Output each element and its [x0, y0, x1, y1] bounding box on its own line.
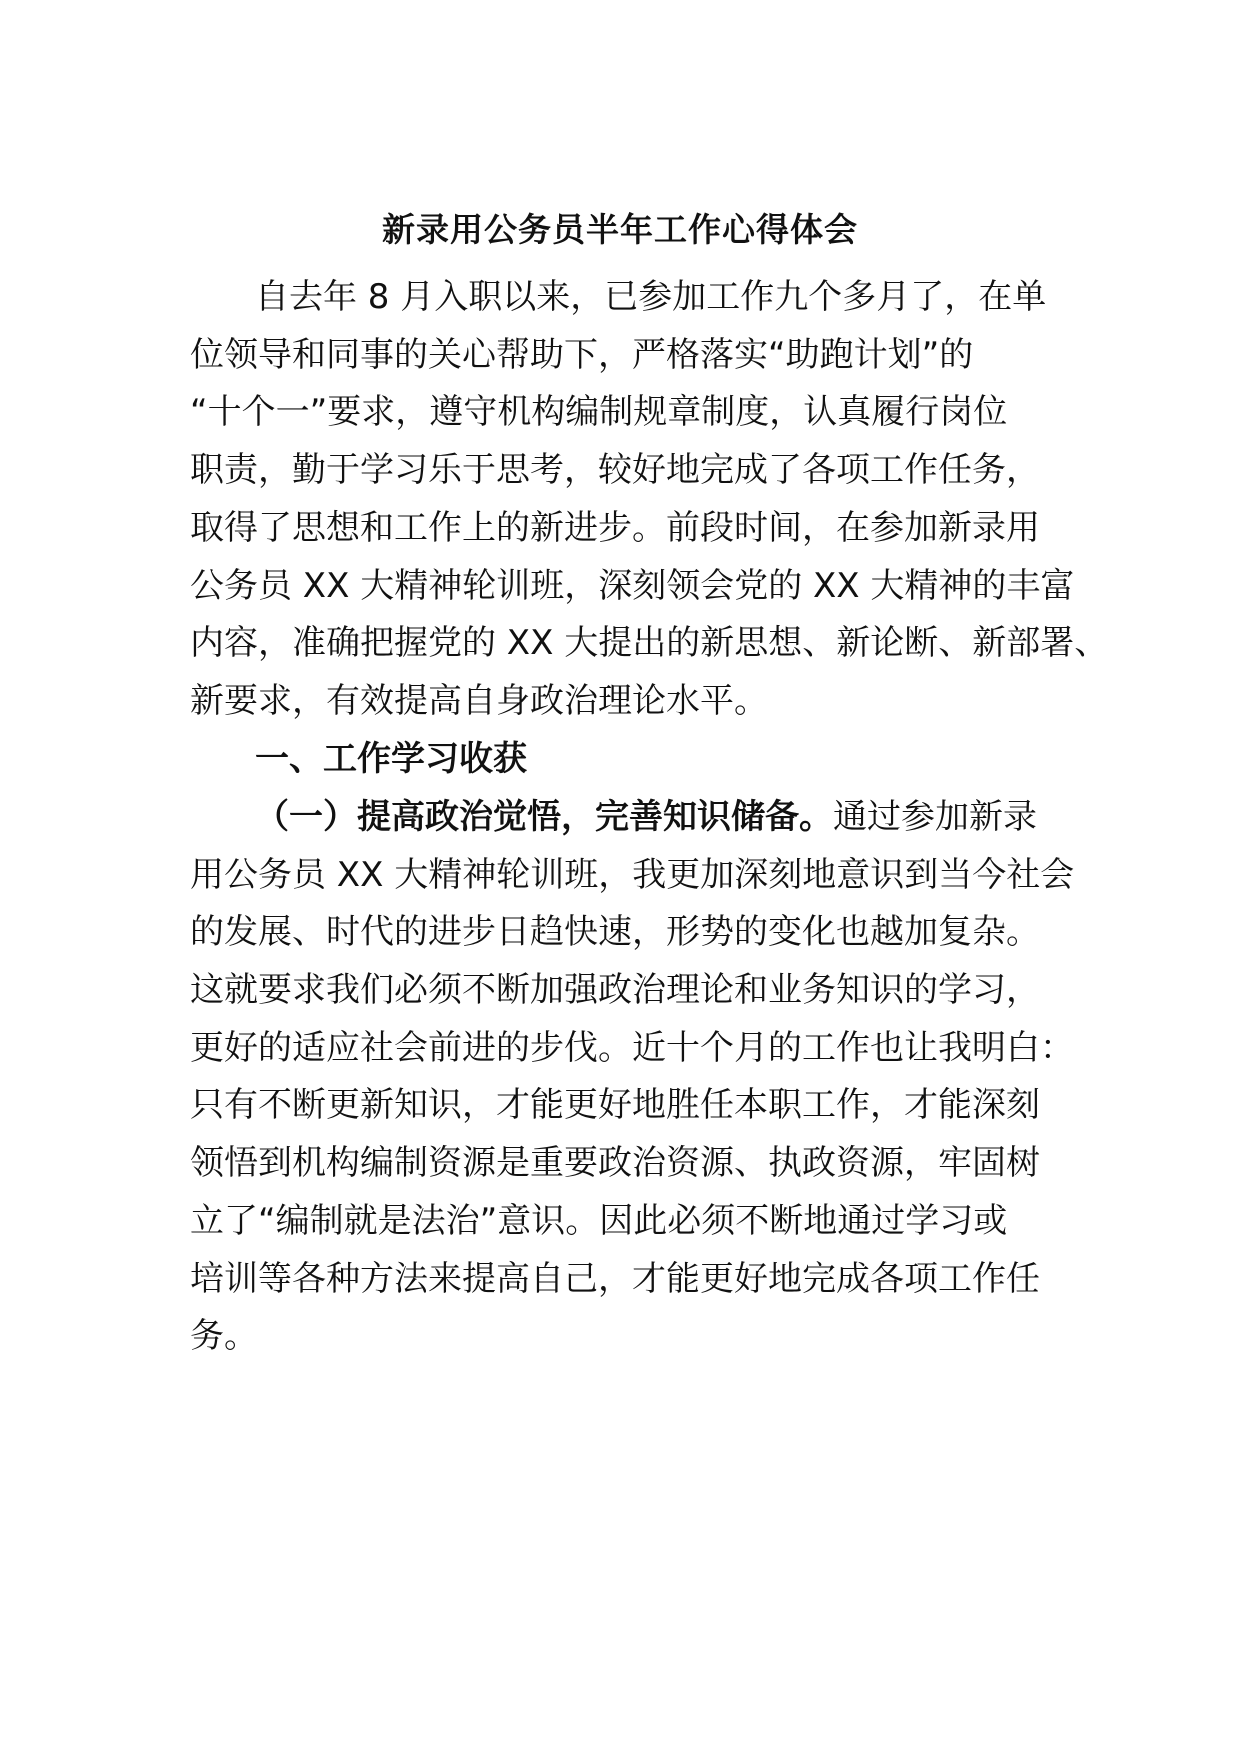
- body-line-1: 用公务员 XX 大精神轮训班，我更加深刻地意识到当今社会: [190, 855, 1075, 895]
- subsection-first-line-text: 通过参加新录: [833, 797, 1037, 837]
- body-line-2: 的发展、时代的进步日趋快速，形势的变化也越加复杂。: [190, 912, 1040, 952]
- subsection-first-line: [255, 792, 1037, 842]
- intro-line-8: 新要求，有效提高自身政治理论水平。: [190, 681, 768, 721]
- intro-line-7: 内容，准确把握党的 XX 大提出的新思想、新论断、新部署、: [190, 623, 1109, 663]
- body-line-7: 立了“编制就是法治”意识。因此必须不断地通过学习或: [190, 1201, 1008, 1241]
- intro-line-4: 职责，勤于学习乐于思考，较好地完成了各项工作任务，: [190, 450, 1040, 490]
- intro-line-1: 自去年 8 月入职以来，已参加工作九个多月了，在单: [255, 277, 1047, 317]
- section-heading: 一、工作学习收获: [255, 739, 527, 779]
- intro-line-2: 位领导和同事的关心帮助下，严格落实“助跑计划”的: [190, 335, 974, 375]
- intro-line-3: “十个一”要求，遵守机构编制规章制度，认真履行岗位: [190, 392, 1008, 432]
- document-title: 新录用公务员半年工作心得体会: [382, 210, 858, 249]
- body-line-5: 只有不断更新知识，才能更好地胜任本职工作，才能深刻: [190, 1085, 1040, 1125]
- body-line-4: 更好的适应社会前进的步伐。近十个月的工作也让我明白：: [190, 1028, 1074, 1068]
- body-line-6: 领悟到机构编制资源是重要政治资源、执政资源，牢固树: [190, 1143, 1040, 1183]
- body-line-9: 务。: [190, 1316, 258, 1356]
- subsection-heading: （一）提高政治觉悟，完善知识储备。: [255, 797, 833, 837]
- intro-line-6: 公务员 XX 大精神轮训班，深刻领会党的 XX 大精神的丰富: [190, 566, 1075, 606]
- body-line-3: 这就要求我们必须不断加强政治理论和业务知识的学习，: [190, 970, 1040, 1010]
- intro-line-5: 取得了思想和工作上的新进步。前段时间，在参加新录用: [190, 508, 1040, 548]
- body-line-8: 培训等各种方法来提高自己，才能更好地完成各项工作任: [190, 1259, 1040, 1299]
